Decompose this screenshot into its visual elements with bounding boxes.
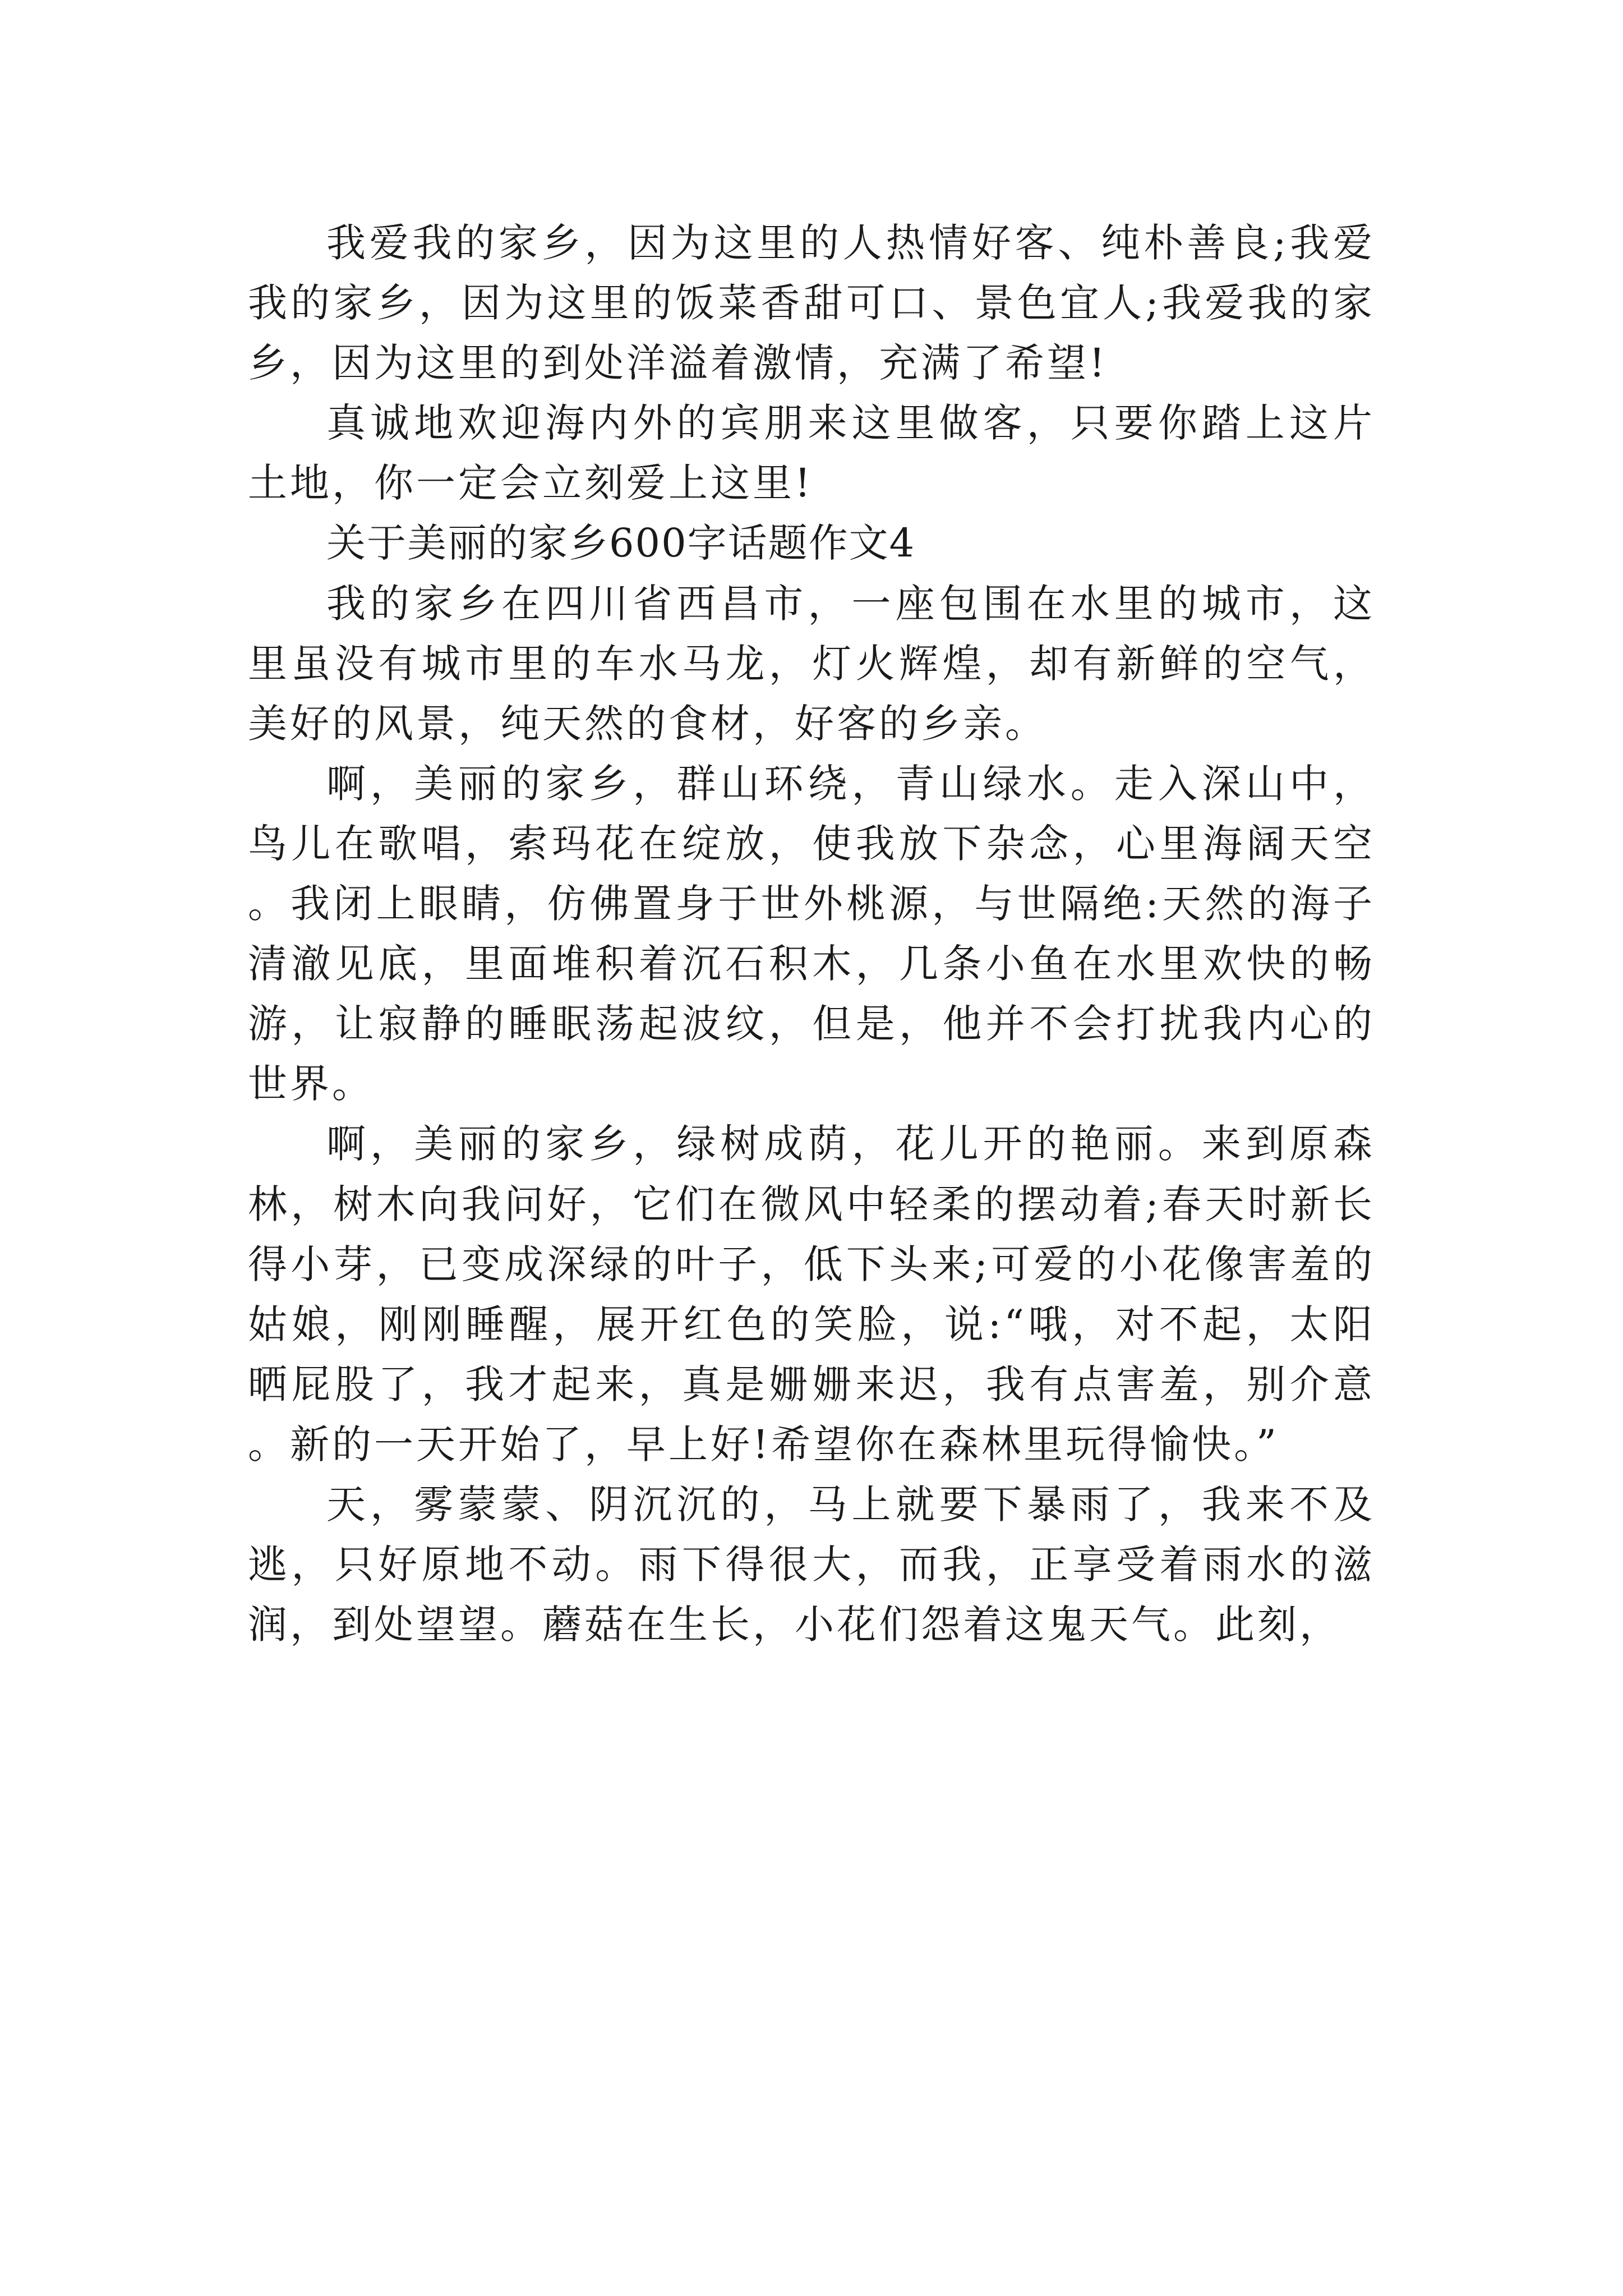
paragraph-rain: 天，雾蒙蒙、阴沉沉的，马上就要下暴雨了，我来不及逃，只好原地不动。雨下得很大，而我，正享受着雨水的滋润，到处望望。蘑菇在生长，小花们怨着这鬼天气。此刻， [248, 1481, 1375, 1648]
paragraph-forest: 啊，美丽的家乡，绿树成荫，花儿开的艳丽。来到原森林，树木向我问好，它们在微风中轻柔的摆动着;春天时新长得小芽，已变成深绿的叶子，低下头来;可爱的小花像害羞的姑娘，刚刚睡醒，展开红色的笑脸，说:“哦，对不起，太阳晒屁股了，我才起来，真是姗姗来迟，我有点害羞，别介意。新的一天开始了，早上好!希望你在森林里玩得愉快。” [248, 1121, 1375, 1467]
paragraph-hometown-xichang: 我的家乡在四川省西昌市，一座包围在水里的城市，这里虽没有城市里的车水马龙，灯火辉煌，却有新鲜的空气，美好的风景，纯天然的食材，好客的乡亲。 [248, 580, 1375, 747]
paragraph-welcome-guests: 真诚地欢迎海内外的宾朋来这里做客，只要你踏上这片土地，你一定会立刻爱上这里! [248, 400, 1375, 507]
section-title: 关于美丽的家乡600字话题作文4 [326, 520, 916, 567]
paragraph-love-hometown: 我爱我的家乡，因为这里的人热情好客、纯朴善良;我爱我的家乡，因为这里的饭菜香甜可口、景色宜人;我爱我的家乡，因为这里的到处洋溢着激情，充满了希望! [248, 220, 1375, 386]
paragraph-mountains: 啊，美丽的家乡，群山环绕，青山绿水。走入深山中，鸟儿在歌唱，索玛花在绽放，使我放下杂念，心里海阔天空。我闭上眼睛，仿佛置身于世外桃源，与世隔绝:天然的海子清澈见底，里面堆积着沉石积木，几条小鱼在水里欢快的畅游，让寂静的睡眠荡起波纹，但是，他并不会打扰我内心的世界。 [248, 760, 1375, 1107]
document-body [248, 213, 1375, 1655]
